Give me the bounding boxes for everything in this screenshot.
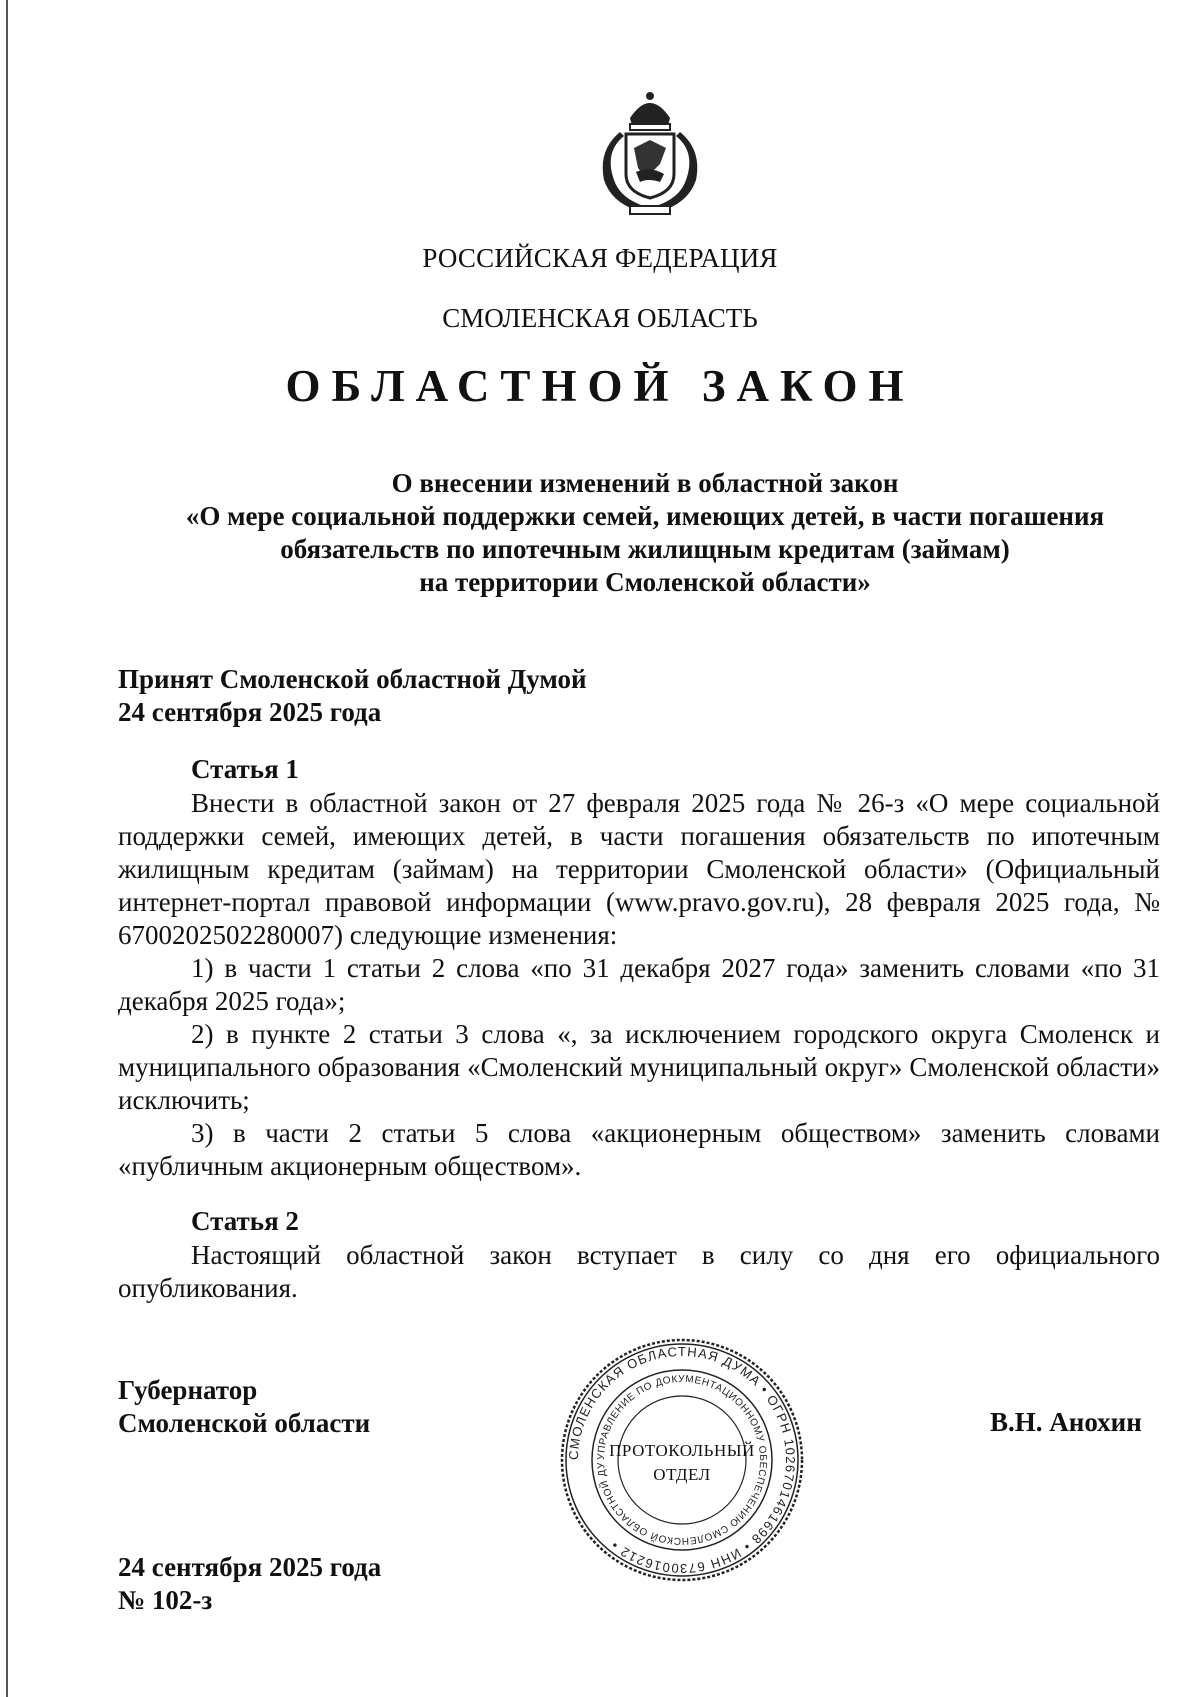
- article-1-item: 1) в части 1 статьи 2 слова «по 31 декабря 2027 года» заменить словами «по 31 декабря 2025 года»;: [118, 953, 1160, 1016]
- signatory-position: [118, 1374, 370, 1440]
- article-2-paragraph: Настоящий областной закон вступает в силу со дня его официального опубликования.: [118, 1240, 1160, 1303]
- signatory-region: Смоленской области: [118, 1408, 371, 1438]
- signatory-name: В.Н. Анохин: [990, 1407, 1142, 1437]
- law-title-line: О внесении изменений в областной закон: [391, 468, 899, 498]
- law-date-number: [118, 1551, 381, 1617]
- law-title-line: «О мере социальной поддержки семей, имеющих детей, в части погашения: [185, 501, 1105, 531]
- stamp-center-line2: ОТДЕЛ: [653, 1465, 711, 1484]
- stamp-outer-text: СМОЛЕНСКАЯ ОБЛАСТНАЯ ДУМА • ОГРН 1026701461698 • ИНН 6730016212 •: [565, 1343, 799, 1577]
- article-1-paragraph: Внести в областной закон от 27 февраля 2025 года № 26-з «О мере социальной поддержки семей, имеющих детей, в части погашения обязательств по ипотечным жилищным кредитам (займам) на территории Смоленской области» (Официальный интернет-портал правовой информации (www.pravo.gov.ru), 28 февраля 2025 года, № 6700202502280007) следующие изменения:: [118, 788, 1160, 950]
- law-date: 24 сентября 2025 года: [118, 1552, 382, 1582]
- law-number: № 102-з: [118, 1585, 213, 1615]
- official-stamp: [557, 1335, 807, 1585]
- region-heading: СМОЛЕНСКАЯ ОБЛАСТЬ: [442, 303, 758, 333]
- article-2-body: [118, 1239, 1160, 1305]
- law-title-line: на территории Смоленской области»: [419, 567, 871, 597]
- law-title: [130, 467, 1160, 599]
- article-1-body: [118, 787, 1160, 1183]
- adoption-note: [118, 663, 587, 729]
- article-1-item: 2) в пункте 2 статьи 3 слова «, за исключением городского округа Смоленск и муниципального образования «Смоленский муниципальный округ» Смоленской области» исключить;: [118, 1019, 1160, 1115]
- country-heading: РОССИЙСКАЯ ФЕДЕРАЦИЯ: [422, 243, 778, 273]
- coat-of-arms-icon: [590, 88, 710, 218]
- law-title-line: обязательств по ипотечным жилищным кредитам (займам): [280, 534, 1010, 564]
- article-2-heading: Статья 2: [191, 1206, 299, 1236]
- adoption-body: Принят Смоленской областной Думой: [118, 664, 587, 694]
- stamp-center-line1: ПРОТОКОЛЬНЫЙ: [609, 1441, 755, 1460]
- article-1-heading: Статья 1: [191, 754, 299, 784]
- adoption-date: 24 сентября 2025 года: [118, 697, 382, 727]
- document-type-heading: ОБЛАСТНОЙ ЗАКОН: [285, 361, 915, 411]
- signatory-title: Губернатор: [118, 1375, 258, 1405]
- stamp-inner-text: УПРАВЛЕНИЕ ПО ДОКУМЕНТАЦИОННОМУ ОБЕСПЕЧЕНИЮ СМОЛЕНСКОЙ ОБЛАСТНОЙ ДУ: [595, 1373, 769, 1547]
- article-1-item: 3) в части 2 статьи 5 слова «акционерным обществом» заменить словами «публичным акционерным обществом».: [118, 1118, 1160, 1181]
